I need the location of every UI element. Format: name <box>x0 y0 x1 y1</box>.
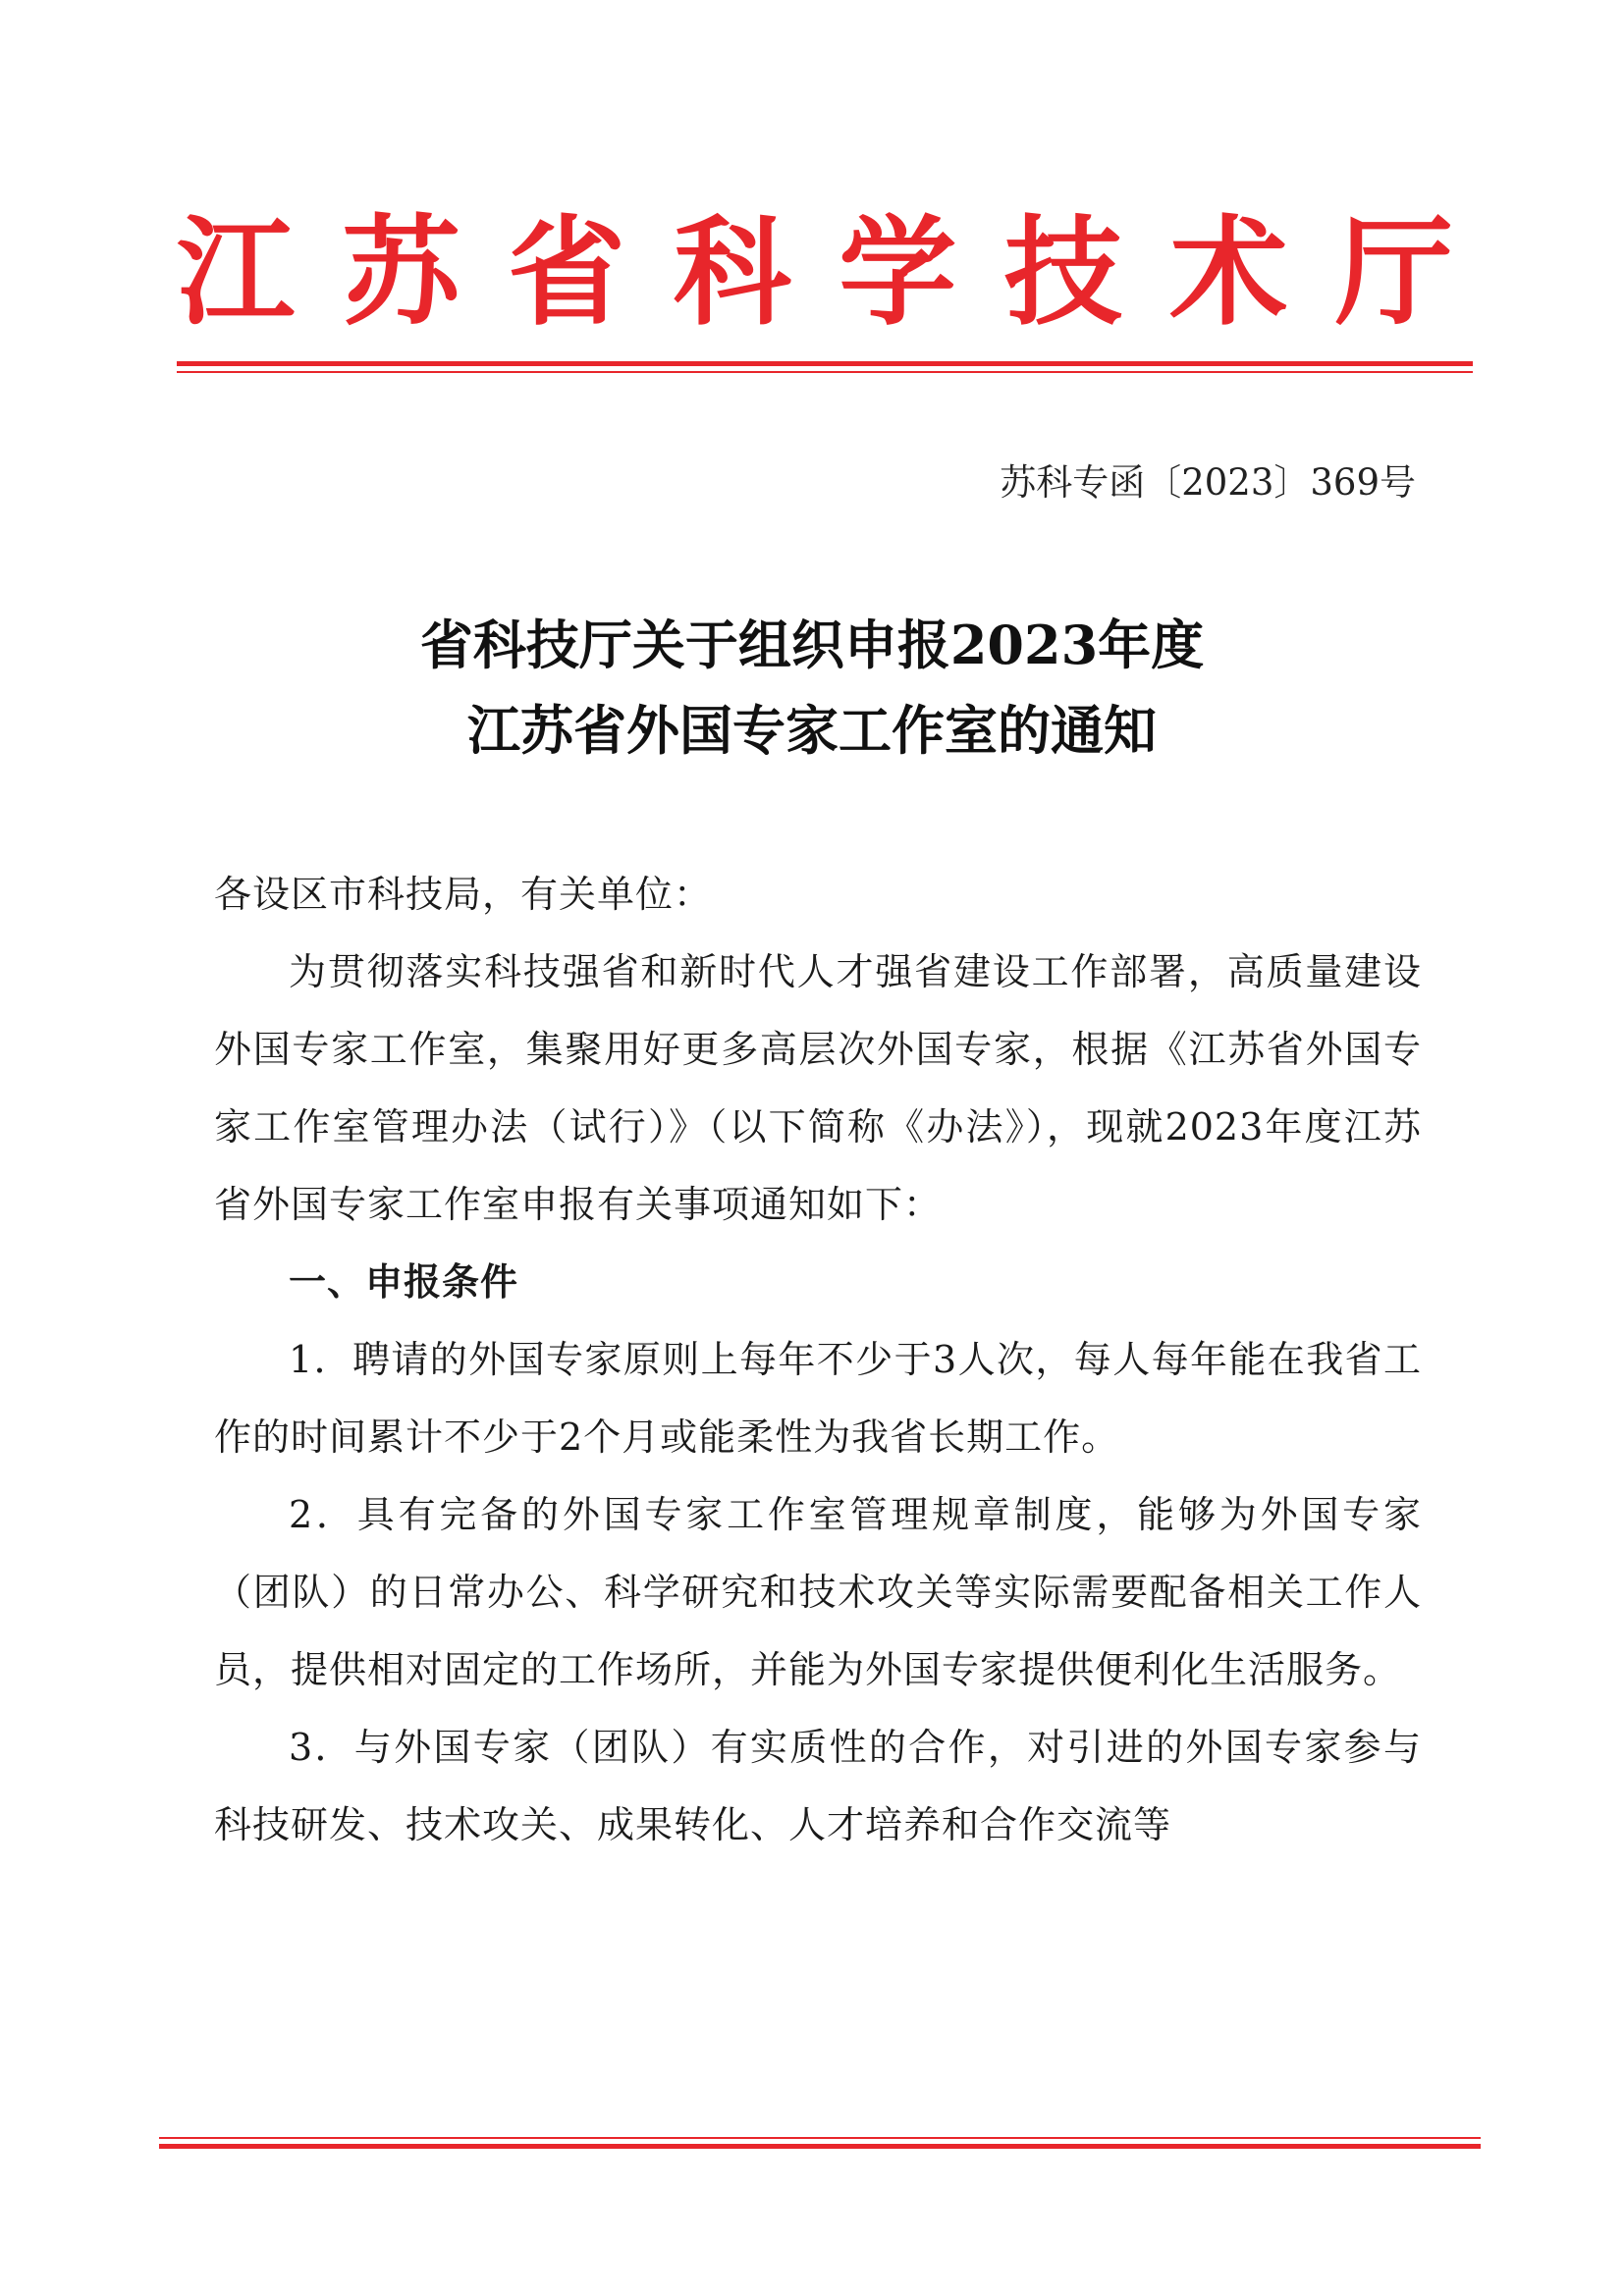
issuing-authority-header <box>177 191 1453 353</box>
document-body <box>214 856 1422 1864</box>
intro-paragraph: 为贯彻落实科技强省和新时代人才强省建设工作部署，高质量建设外国专家工作室，集聚用好更多高层次外国专家，根据《江苏省外国专家工作室管理办法（试行）》（以下简称《办法》），现就2023年度江苏省外国专家工作室申报有关事项通知如下： <box>214 950 1422 1226</box>
condition-item: 3．与外国专家（团队）有实质性的合作，对引进的外国专家参与科技研发、技术攻关、成果转化、人才培养和合作交流等 <box>214 1726 1422 1846</box>
header-char: 学 <box>839 202 957 342</box>
header-rule-thick <box>177 361 1473 366</box>
footer-rule-thick <box>159 2144 1481 2149</box>
section-heading: 一、申报条件 <box>289 1260 519 1304</box>
header-char: 术 <box>1169 202 1288 342</box>
footer-rule-thin <box>159 2137 1481 2139</box>
header-char: 技 <box>1003 202 1122 342</box>
document-title-line2: 江苏省外国专家工作室的通知 <box>467 699 1157 762</box>
header-char: 科 <box>673 202 791 342</box>
condition-item: 2．具有完备的外国专家工作室管理规章制度，能够为外国专家（团队）的日常办公、科学研究和技术攻关等实际需要配备相关工作人员，提供相对固定的工作场所，并能为外国专家提供便利化生活服务。 <box>214 1493 1422 1691</box>
header-char: 省 <box>508 202 626 342</box>
header-rule-thin <box>177 371 1473 373</box>
header-char: 厅 <box>1334 202 1453 342</box>
document-title-line1: 省科技厅关于组织申报2023年度 <box>419 614 1205 676</box>
salutation: 各设区市科技局，有关单位： <box>214 873 713 916</box>
header-char: 苏 <box>342 202 460 342</box>
condition-item: 1．聘请的外国专家原则上每年不少于3人次，每人每年能在我省工作的时间累计不少于2个月或能柔性为我省长期工作。 <box>214 1338 1422 1459</box>
document-number: 苏科专函〔2023〕369号 <box>1000 461 1416 504</box>
header-char: 江 <box>177 202 295 342</box>
